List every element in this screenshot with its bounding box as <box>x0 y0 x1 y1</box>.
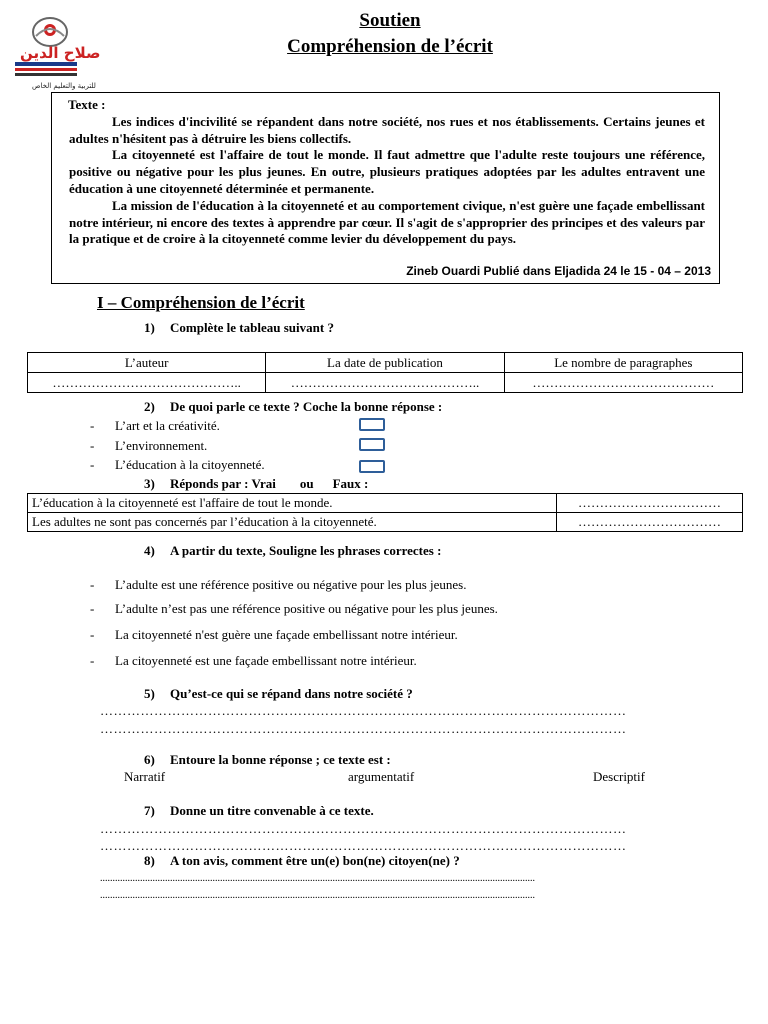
tf-answer-2[interactable]: …………………………… <box>557 513 743 532</box>
q2-option-1: - L’art et la créativité. <box>90 418 220 433</box>
q2-option-3: - L’éducation à la citoyenneté. <box>90 457 265 472</box>
date-blank[interactable]: …………………………………….. <box>266 373 504 393</box>
q6-choice-argumentatif[interactable]: argumentatif <box>348 769 415 784</box>
question-4-text: A partir du texte, Souligne les phrases correctes : <box>170 543 442 558</box>
question-6-text: Entoure la bonne réponse ; ce texte est : <box>170 752 391 767</box>
question-4 <box>144 543 441 559</box>
question-6-number: 6) <box>144 752 155 767</box>
question-1-text: Complète le tableau suivant ? <box>170 320 334 335</box>
header-date: La date de publication <box>266 353 504 373</box>
svg-text:ﺻﻼﺡ ﺍﻟﺪﻳﻦ: ﺻﻼﺡ ﺍﻟﺪﻳﻦ <box>20 44 101 62</box>
header-paragraphs: Le nombre de paragraphes <box>504 353 742 373</box>
school-emblem-icon <box>10 10 115 90</box>
q8-answer-line-1[interactable]: .............................................................................................................................................................................. <box>100 873 535 884</box>
question-8 <box>144 853 460 869</box>
q4-option-4[interactable]: - La citoyenneté est une façade embellissant notre intérieur. <box>90 653 417 668</box>
text-paragraph-3: La mission de l'éducation à la citoyenneté et au comportement civique, n'est guère une façade embellissant notre intérieur, ni encore des textes à apprendre par cœur. Il s'agit de s'approprier des principes et des valeurs par la pratique et de croire à la citoyenneté comme levier du développement du pays. <box>69 197 705 247</box>
q2-option-2: - L’environnement. <box>90 438 208 453</box>
text-label: Texte : <box>68 97 106 112</box>
table-row <box>28 513 743 532</box>
question-8-text: A ton avis, comment être un(e) bon(ne) citoyen(ne) ? <box>170 853 460 868</box>
q7-answer-line-1[interactable]: ……………………………………………………………………………………………………… <box>100 821 627 836</box>
q4-option-1[interactable]: - L’adulte est une référence positive ou négative pour les plus jeunes. <box>90 577 467 592</box>
q2-checkbox-1[interactable] <box>359 418 385 431</box>
school-logo <box>10 10 115 90</box>
question-1-number: 1) <box>144 320 155 335</box>
author-blank[interactable]: …………………………………….. <box>28 373 266 393</box>
question-3-number: 3) <box>144 476 155 491</box>
text-source: Zineb Ouardi Publié dans Eljadida 24 le 15 - 04 – 2013 <box>406 264 711 279</box>
q5-answer-line-1[interactable]: ……………………………………………………………………………………………………… <box>100 703 627 718</box>
q5-answer-line-2[interactable]: ……………………………………………………………………………………………………… <box>100 721 627 736</box>
table-answer-row <box>28 373 743 393</box>
tf-answer-1[interactable]: …………………………… <box>557 494 743 513</box>
reading-text-box <box>51 92 720 284</box>
question-3-text-b: ou <box>299 476 314 491</box>
section-heading: I – Compréhension de l’écrit <box>97 293 305 312</box>
question-7-text: Donne un titre convenable à ce texte. <box>170 803 374 818</box>
info-table <box>27 352 743 393</box>
q2-checkbox-2[interactable] <box>359 438 385 451</box>
table-header-row <box>28 353 743 373</box>
question-8-number: 8) <box>144 853 155 868</box>
q4-option-2-label: L’adulte n’est pas une référence positive ou négative pour les plus jeunes. <box>115 601 498 616</box>
text-paragraph-2: La citoyenneté est l'affaire de tout le monde. Il faut admettre que l'adulte reste toujours une référence, positive ou négative pour les plus jeunes. En outre, plusieurs pratiques adoptées par les adultes entravent une éducation à une citoyenneté déterminée et permanente. <box>69 147 705 196</box>
text-paragraph-1: Les indices d'incivilité se répandent dans notre société, nos rues et nos établissements. Certains jeunes et adultes n'hésitent pas à détruire les biens collectifs. <box>69 113 705 146</box>
question-5 <box>144 686 413 702</box>
q2-option-3-label: L’éducation à la citoyenneté. <box>115 457 265 472</box>
question-2-text: De quoi parle ce texte ? Coche la bonne réponse : <box>170 399 443 414</box>
q8-answer-line-2[interactable]: .............................................................................................................................................................................. <box>100 890 535 901</box>
question-2-number: 2) <box>144 399 155 414</box>
table-row <box>28 494 743 513</box>
tf-statement-2: Les adultes ne sont pas concernés par l’éducation à la citoyenneté. <box>28 513 557 532</box>
question-3-text-a: Réponds par : Vrai <box>170 476 276 491</box>
paragraphs-blank[interactable]: …………………………………… <box>504 373 742 393</box>
question-3 <box>144 476 368 492</box>
q2-checkbox-3[interactable] <box>359 460 385 473</box>
q7-answer-line-2[interactable]: ……………………………………………………………………………………………………… <box>100 838 627 853</box>
question-5-text: Qu’est-ce qui se répand dans notre société ? <box>170 686 413 701</box>
question-7-number: 7) <box>144 803 155 818</box>
question-3-text-c: Faux : <box>332 476 369 491</box>
q2-option-1-label: L’art et la créativité. <box>115 418 220 433</box>
question-6 <box>144 752 391 768</box>
question-4-number: 4) <box>144 543 155 558</box>
question-5-number: 5) <box>144 686 155 701</box>
q4-option-2[interactable]: - L’adulte n’est pas une référence positive ou négative pour les plus jeunes. <box>90 601 498 616</box>
tf-statement-1: L’éducation à la citoyenneté est l'affaire de tout le monde. <box>28 494 557 513</box>
question-7 <box>144 803 374 819</box>
header-author: L’auteur <box>28 353 266 373</box>
q4-option-3[interactable]: - La citoyenneté n'est guère une façade embellissant notre intérieur. <box>90 627 458 642</box>
page-subtitle: Compréhension de l’écrit <box>287 36 493 57</box>
page-title: Soutien <box>359 10 421 31</box>
q2-option-2-label: L’environnement. <box>115 438 208 453</box>
q4-option-1-label: L’adulte est une référence positive ou négative pour les plus jeunes. <box>115 577 467 592</box>
question-2 <box>144 399 442 415</box>
q4-option-3-label: La citoyenneté n'est guère une façade embellissant notre intérieur. <box>115 627 458 642</box>
q6-choice-narratif[interactable]: Narratif <box>124 769 166 784</box>
true-false-table <box>27 493 743 532</box>
q6-choice-descriptif[interactable]: Descriptif <box>593 769 645 784</box>
q4-option-4-label: La citoyenneté est une façade embellissant notre intérieur. <box>115 653 417 668</box>
logo-caption: للتربية والتعليم الخاص <box>32 82 96 90</box>
question-1 <box>144 320 334 336</box>
